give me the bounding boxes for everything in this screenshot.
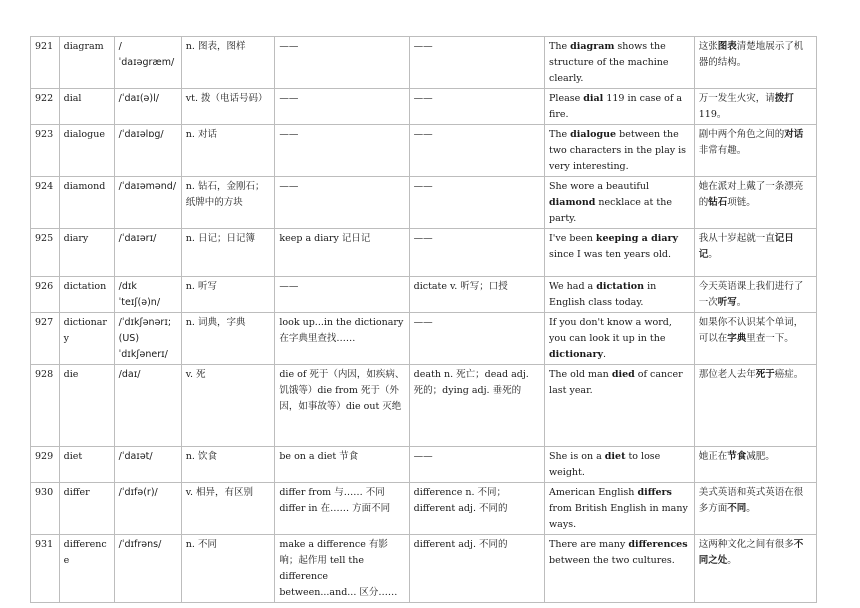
text-segment: I've been xyxy=(549,233,596,244)
highlighted-term: 节食 xyxy=(727,451,747,462)
entry-pos-meaning: v. 死 xyxy=(181,365,275,447)
highlighted-term: 记日记 xyxy=(698,233,794,260)
highlighted-term: 图表 xyxy=(717,41,737,52)
entry-number: 930 xyxy=(31,483,60,535)
highlighted-term: differs xyxy=(637,487,672,498)
entry-phonetic: /ˈdaɪət/ xyxy=(114,447,181,483)
entry-example-zh xyxy=(694,483,816,535)
highlighted-term: died xyxy=(611,369,635,380)
highlighted-term: 钻石 xyxy=(708,197,728,208)
text-segment: 癌症。 xyxy=(774,369,804,380)
text-segment: 项链。 xyxy=(727,197,756,208)
text-segment: 119。 xyxy=(698,109,727,120)
entry-word: diet xyxy=(59,447,114,483)
table-row xyxy=(31,277,817,313)
entry-word: dictation xyxy=(59,277,114,313)
entry-derivative: —— xyxy=(409,313,544,365)
entry-number: 925 xyxy=(31,229,60,277)
entry-word: differ xyxy=(59,483,114,535)
entry-example-en xyxy=(545,177,695,229)
entry-number: 924 xyxy=(31,177,60,229)
entry-derivative: —— xyxy=(409,177,544,229)
entry-derivative: —— xyxy=(409,125,544,177)
text-segment: She is on a xyxy=(549,451,605,462)
text-segment: 我从十岁起就一直 xyxy=(698,233,775,244)
entry-example-zh xyxy=(694,447,816,483)
table-row xyxy=(31,535,817,603)
entry-derivative: death n. 死亡；dead adj. 死的；dying adj. 垂死的 xyxy=(409,365,544,447)
text-segment: 美式英语和英式英语在很多方面 xyxy=(698,487,804,514)
entry-word: die xyxy=(59,365,114,447)
vocabulary-table xyxy=(30,36,817,603)
text-segment: 她正在 xyxy=(698,451,728,462)
entry-phonetic: /daɪ/ xyxy=(114,365,181,447)
table-row xyxy=(31,365,817,447)
text-segment: The xyxy=(549,41,571,52)
entry-phonetic: /ˈdɪkʃənərɪ;(US)ˈdɪkʃənerɪ/ xyxy=(114,313,181,365)
entry-derivative: —— xyxy=(409,447,544,483)
text-segment: from British English in many ways. xyxy=(549,503,688,530)
table-row xyxy=(31,37,817,89)
entry-number: 929 xyxy=(31,447,60,483)
entry-phonetic: /ˈdaɪəlɒg/ xyxy=(114,125,181,177)
text-segment: 。 xyxy=(746,503,756,514)
entry-pos-meaning: n. 词典，字典 xyxy=(181,313,275,365)
highlighted-term: 对话 xyxy=(784,129,804,140)
text-segment: 119 in case of a fire. xyxy=(549,93,683,120)
text-segment: shows the structure of the machine clearly. xyxy=(549,41,669,84)
entry-pos-meaning: v. 相异，有区别 xyxy=(181,483,275,535)
entry-example-zh xyxy=(694,365,816,447)
text-segment: If you don't know a word, you can look it up in the xyxy=(549,317,672,344)
entry-number: 927 xyxy=(31,313,60,365)
highlighted-term: 字典 xyxy=(727,333,747,344)
entry-phrase: look up...in the dictionary 在字典里查找…… xyxy=(275,313,409,365)
entry-pos-meaning: vt. 拨（电话号码） xyxy=(181,89,275,125)
entry-derivative: —— xyxy=(409,37,544,89)
text-segment: 这张 xyxy=(698,41,718,52)
highlighted-term: 听写 xyxy=(717,297,737,308)
entry-phrase: —— xyxy=(275,89,409,125)
entry-derivative: dictate v. 听写；口授 xyxy=(409,277,544,313)
highlighted-term: dictionary xyxy=(549,349,603,360)
entry-phrase: —— xyxy=(275,277,409,313)
text-segment: She wore a beautiful xyxy=(549,181,650,192)
text-segment: 她在派对上戴了一条漂亮的 xyxy=(698,181,804,208)
text-segment: 万一发生火灾，请 xyxy=(698,93,775,104)
text-segment: 今天英语课上我们进行了一次 xyxy=(698,281,804,308)
text-segment: There are many xyxy=(549,539,629,550)
entry-example-en xyxy=(545,483,695,535)
entry-word: dictionary xyxy=(59,313,114,365)
entry-example-en xyxy=(545,229,695,277)
text-segment: necklace at the party. xyxy=(549,197,672,224)
text-segment: 减肥。 xyxy=(746,451,775,462)
highlighted-term: dial xyxy=(583,93,604,104)
entry-example-zh xyxy=(694,535,816,603)
entry-example-en xyxy=(545,277,695,313)
highlighted-term: 不同 xyxy=(727,503,747,514)
entry-example-en xyxy=(545,365,695,447)
entry-phonetic: /dɪkˈteɪʃ(ə)n/ xyxy=(114,277,181,313)
highlighted-term: 死于 xyxy=(755,369,775,380)
entry-word: difference xyxy=(59,535,114,603)
table-row xyxy=(31,89,817,125)
text-segment: 这两种文化之间有很多 xyxy=(698,539,794,550)
text-segment: The xyxy=(549,129,571,140)
highlighted-term: 不同之处 xyxy=(698,539,804,566)
entry-example-en xyxy=(545,89,695,125)
entry-example-en xyxy=(545,37,695,89)
entry-pos-meaning: n. 对话 xyxy=(181,125,275,177)
entry-phonetic: /ˈdɪfə(r)/ xyxy=(114,483,181,535)
entry-example-zh xyxy=(694,177,816,229)
entry-phonetic: /ˈdaɪəmənd/ xyxy=(114,177,181,229)
highlighted-term: diagram xyxy=(570,41,615,52)
entry-phrase: —— xyxy=(275,37,409,89)
table-row xyxy=(31,313,817,365)
entry-example-en xyxy=(545,535,695,603)
text-segment: between the two cultures. xyxy=(549,555,675,566)
text-segment: American English xyxy=(549,487,638,498)
entry-pos-meaning: n. 钻石，金刚石；纸牌中的方块 xyxy=(181,177,275,229)
entry-number: 922 xyxy=(31,89,60,125)
entry-phonetic: /ˈdaɪ(ə)l/ xyxy=(114,89,181,125)
entry-phonetic: /ˈdaɪəgræm/ xyxy=(114,37,181,89)
table-row xyxy=(31,177,817,229)
entry-derivative: different adj. 不同的 xyxy=(409,535,544,603)
entry-number: 923 xyxy=(31,125,60,177)
text-segment: 非常有趣。 xyxy=(698,145,747,156)
table-row xyxy=(31,447,817,483)
text-segment: 剧中两个角色之间的 xyxy=(698,129,785,140)
entry-word: diagram xyxy=(59,37,114,89)
entry-example-en xyxy=(545,313,695,365)
entry-pos-meaning: n. 图表，图样 xyxy=(181,37,275,89)
entry-phrase: —— xyxy=(275,125,409,177)
entry-number: 926 xyxy=(31,277,60,313)
highlighted-term: diamond xyxy=(549,197,596,208)
text-segment: . xyxy=(603,349,607,360)
entry-phonetic: /ˈdaɪərɪ/ xyxy=(114,229,181,277)
entry-example-zh xyxy=(694,229,816,277)
table-row xyxy=(31,483,817,535)
text-segment: 清楚地展示了机器的结构。 xyxy=(698,41,804,68)
text-segment: since I was ten years old. xyxy=(549,249,672,260)
entry-word: dialogue xyxy=(59,125,114,177)
table-row xyxy=(31,229,817,277)
entry-word: diary xyxy=(59,229,114,277)
text-segment: 。 xyxy=(736,297,747,308)
highlighted-term: keeping a diary xyxy=(595,233,679,244)
entry-phrase: differ from 与…… 不同 differ in 在…… 方面不同 xyxy=(275,483,409,535)
entry-example-zh xyxy=(694,89,816,125)
highlighted-term: dictation xyxy=(596,281,645,292)
entry-example-zh xyxy=(694,125,816,177)
entry-number: 921 xyxy=(31,37,60,89)
text-segment: 里查一下。 xyxy=(746,333,794,344)
text-segment: in English class today. xyxy=(549,281,657,308)
entry-phrase: keep a diary 记日记 xyxy=(275,229,409,277)
entry-phrase: make a difference 有影响；起作用 tell the difference between...and... 区分…… xyxy=(275,535,409,603)
text-segment: between the two characters in the play is very interesting. xyxy=(549,129,687,172)
entry-example-zh xyxy=(694,37,816,89)
entry-example-zh xyxy=(694,277,816,313)
entry-derivative: —— xyxy=(409,89,544,125)
entry-phrase: die of 死于（内因，如疾病、饥饿等）die from 死于（外因，如事故等）die out 灭绝 xyxy=(275,365,409,447)
entry-derivative: —— xyxy=(409,229,544,277)
text-segment: 如果你不认识某个单词，可以在 xyxy=(698,317,804,344)
entry-word: diamond xyxy=(59,177,114,229)
entry-pos-meaning: n. 日记；日记簿 xyxy=(181,229,275,277)
entry-phrase: be on a diet 节食 xyxy=(275,447,409,483)
entry-example-zh xyxy=(694,313,816,365)
entry-phrase: —— xyxy=(275,177,409,229)
entry-pos-meaning: n. 听写 xyxy=(181,277,275,313)
highlighted-term: 拨打 xyxy=(774,93,794,104)
highlighted-term: differences xyxy=(628,539,688,550)
entry-derivative: difference n. 不同；different adj. 不同的 xyxy=(409,483,544,535)
text-segment: 那位老人去年 xyxy=(698,369,756,380)
text-segment: 。 xyxy=(727,555,737,566)
highlighted-term: diet xyxy=(604,451,626,462)
text-segment: The old man xyxy=(549,369,612,380)
text-segment: 。 xyxy=(708,249,718,260)
entry-number: 928 xyxy=(31,365,60,447)
entry-phonetic: /ˈdɪfrəns/ xyxy=(114,535,181,603)
entry-example-en xyxy=(545,125,695,177)
table-row xyxy=(31,125,817,177)
vocabulary-table-body xyxy=(31,37,817,603)
text-segment: of cancer last year. xyxy=(549,369,683,396)
entry-pos-meaning: n. 饮食 xyxy=(181,447,275,483)
entry-number: 931 xyxy=(31,535,60,603)
entry-example-en xyxy=(545,447,695,483)
entry-pos-meaning: n. 不同 xyxy=(181,535,275,603)
highlighted-term: dialogue xyxy=(570,129,617,140)
text-segment: Please xyxy=(549,93,584,104)
text-segment: We had a xyxy=(549,281,597,292)
text-segment: to lose weight. xyxy=(549,451,661,478)
entry-word: dial xyxy=(59,89,114,125)
